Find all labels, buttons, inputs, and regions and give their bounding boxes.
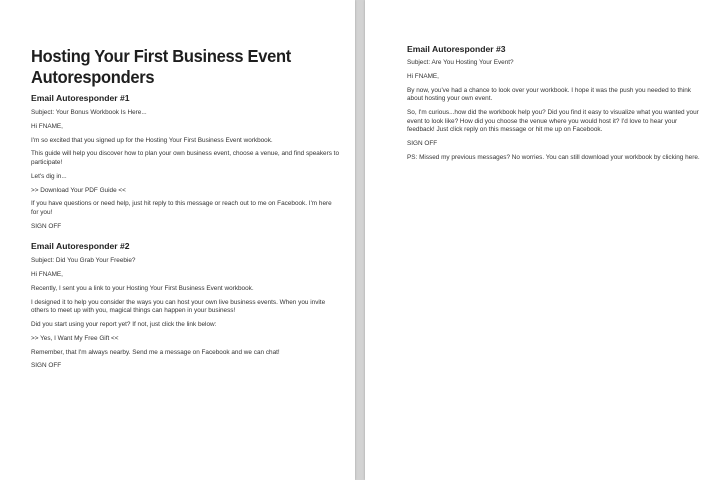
email-paragraph: Recently, I sent you a link to your Hosting Your First Business Event workbook. xyxy=(31,284,254,292)
email-paragraph: If you have questions or need help, just hit reply to this message or reach out to me on Facebook. I'm here for you! xyxy=(31,200,332,216)
email-paragraph: By now, you've had a chance to look over your workbook. I hope it was the push you needed to think about hosting your own event. xyxy=(407,86,692,103)
email-subject: Subject: Are You Hosting Your Event? xyxy=(407,59,514,66)
section-heading: Email Autoresponder #3 xyxy=(407,44,506,54)
email-greeting: Hi FNAME, xyxy=(31,122,63,130)
email-subject: Subject: Did You Grab Your Freebie? xyxy=(31,257,136,265)
document-page-right xyxy=(365,0,720,480)
email-paragraph: I'm so excited that you signed up for the Hosting Your First Business Event workbook. xyxy=(31,136,273,144)
autoresponder-2-section xyxy=(31,241,339,371)
document-title: Hosting Your First Business Event Autoresponders xyxy=(31,47,291,88)
autoresponder-1-section xyxy=(31,93,339,231)
email-signoff: SIGN OFF xyxy=(407,139,438,147)
email-subject: Subject: Your Bonus Workbook Is Here... xyxy=(31,109,147,116)
email-paragraph: Did you start using your report yet? If not, just click the link below: xyxy=(31,320,217,328)
email-postscript: PS: Missed my previous messages? No worries. You can still download your workbook by clicking here. xyxy=(407,153,700,161)
download-link-text: >> Download Your PDF Guide << xyxy=(31,186,126,194)
section-heading: Email Autoresponder #1 xyxy=(31,93,130,103)
email-paragraph: So, I'm curious...how did the workbook help you? Did you find it easy to visualize what you wanted your event to look like? How did you choose the venue where you would host it? I'd love to hear your feedback! Just click reply on this message or hit me up on Facebook. xyxy=(407,108,699,134)
section-heading: Email Autoresponder #2 xyxy=(31,241,130,252)
email-paragraph: Let's dig in... xyxy=(31,172,67,180)
email-greeting: Hi FNAME, xyxy=(407,72,439,80)
email-signoff: SIGN OFF xyxy=(31,222,62,230)
document-page-left xyxy=(0,0,355,480)
email-signoff: SIGN OFF xyxy=(31,362,62,370)
autoresponder-3-section xyxy=(407,44,704,162)
email-paragraph: Remember, that I'm always nearby. Send me a message on Facebook and we can chat! xyxy=(31,348,280,356)
gift-link-text: >> Yes, I Want My Free Gift << xyxy=(31,334,119,342)
email-greeting: Hi FNAME, xyxy=(31,271,63,279)
email-paragraph: I designed it to help you consider the ways you can host your own live business events. When you invite others to meet up with you, magical things can happen in your business! xyxy=(31,298,326,315)
email-paragraph: This guide will help you discover how to plan your own business event, choose a venue, and find speakers to participate! xyxy=(31,150,339,166)
